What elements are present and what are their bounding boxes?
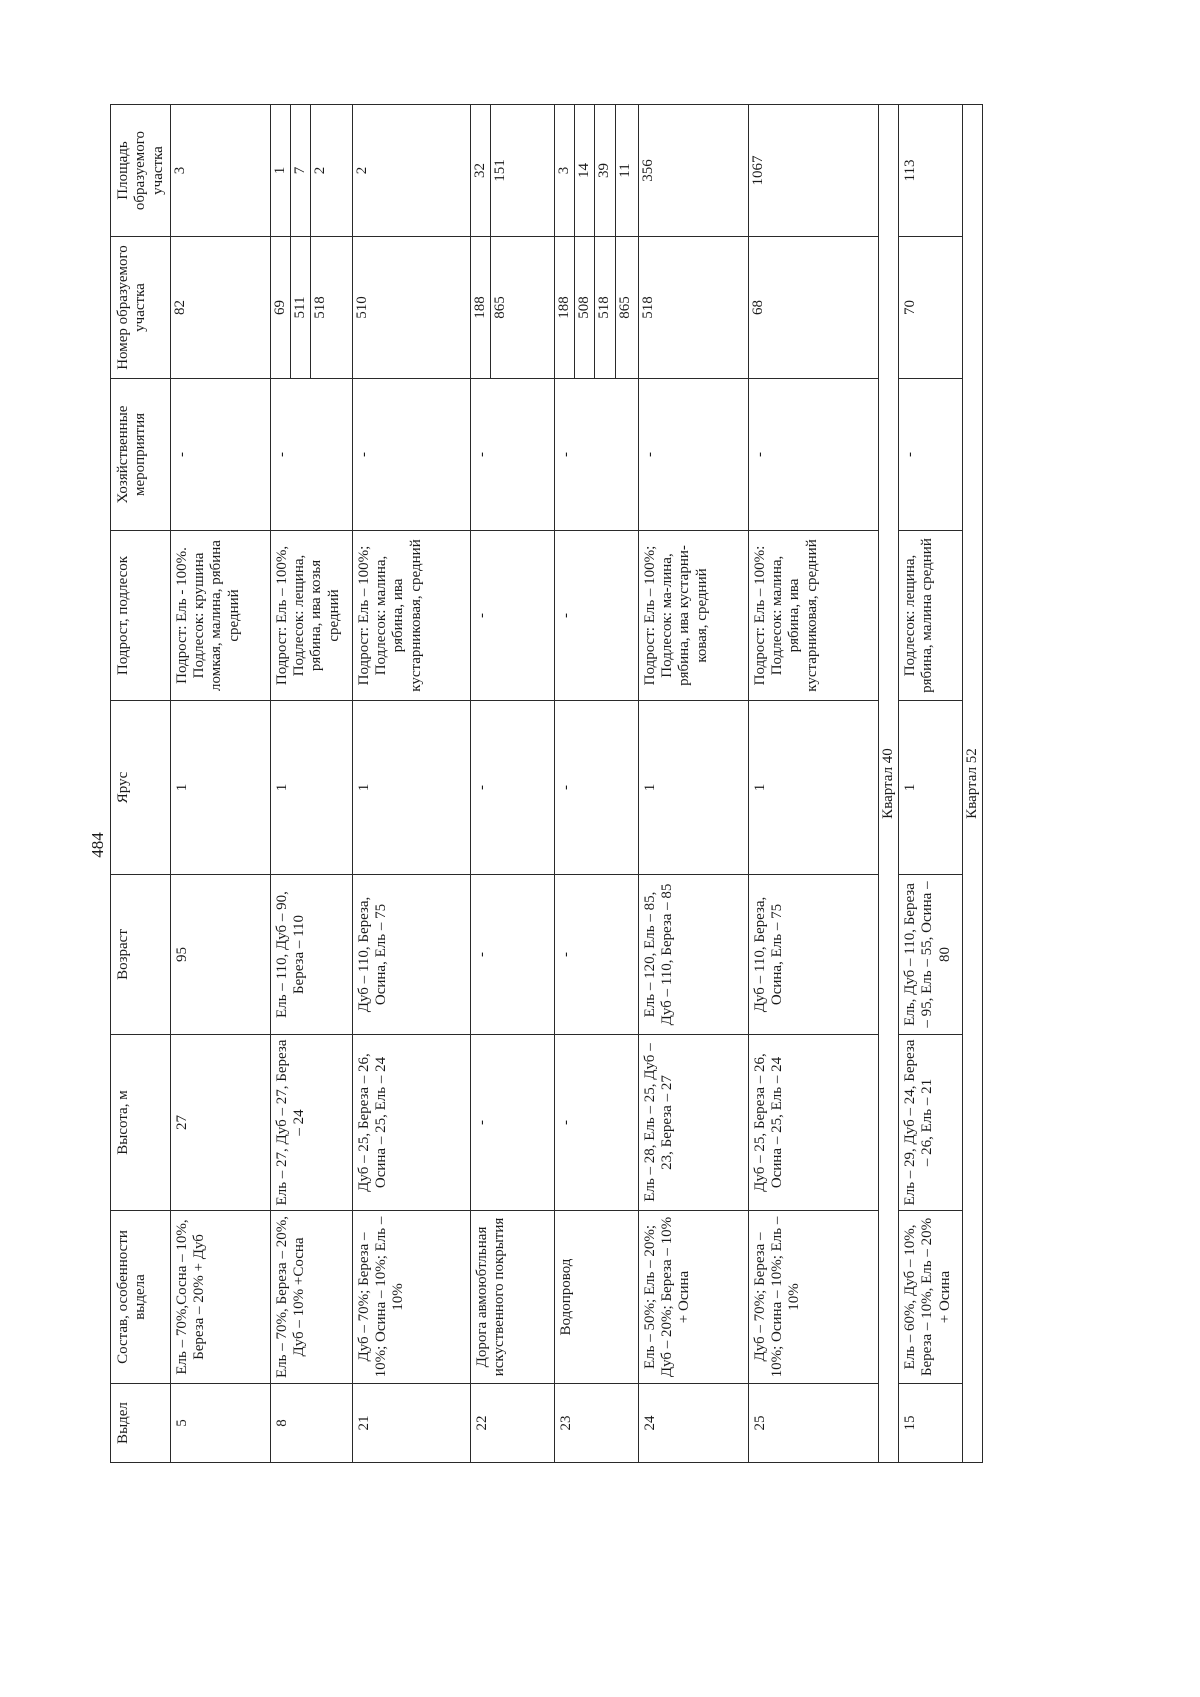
- cell-yarus: -: [470, 701, 554, 875]
- cell-vozrast: Ель, Дуб – 110, Береза – 95, Ель – 55, Осина – 80: [899, 875, 963, 1035]
- cell-nomer: [554, 237, 638, 379]
- cell-nomer-value: 188: [471, 237, 491, 378]
- cell-nomer: [748, 237, 878, 379]
- cell-vydel: 15: [899, 1384, 963, 1463]
- header-podrost: Подрост, подлесок: [111, 531, 171, 701]
- cell-ploshad-value: 356: [639, 159, 656, 182]
- cell-nomer-value: 510: [353, 296, 370, 319]
- table-body: [170, 105, 983, 1463]
- cell-yarus: 1: [899, 701, 963, 875]
- cell-meropr: -: [899, 379, 963, 531]
- cell-vysota: Ель – 28, Ель – 25, Дуб – 23, Береза – 27: [638, 1035, 748, 1211]
- cell-ploshad: [554, 105, 638, 237]
- forest-inventory-table: [110, 104, 983, 1463]
- cell-ploshad-value: 2: [353, 166, 370, 175]
- header-vozrast: Возраст: [111, 875, 171, 1035]
- cell-meropr: -: [470, 379, 554, 531]
- cell-vysota: Ель – 27, Дуб – 27, Береза – 24: [270, 1035, 352, 1211]
- section-row-kvartal-40: [878, 105, 898, 1463]
- cell-vydel: 8: [270, 1384, 352, 1463]
- cell-nomer-value: 518: [639, 296, 656, 319]
- cell-vysota: Дуб – 25, Береза – 26, Осина – 25, Ель – 24: [352, 1035, 470, 1211]
- header-yarus: Ярус: [111, 701, 171, 875]
- cell-vozrast: -: [554, 875, 638, 1035]
- cell-yarus: 1: [352, 701, 470, 875]
- cell-vysota: 27: [170, 1035, 270, 1211]
- cell-vysota: -: [554, 1035, 638, 1211]
- cell-nomer-value: 865: [492, 296, 508, 319]
- cell-vysota: Ель – 29, Дуб – 24, Береза – 26, Ель – 21: [899, 1035, 963, 1211]
- cell-ploshad-value: 32: [471, 105, 491, 236]
- cell-nomer-value: 518: [312, 296, 329, 319]
- header-meropriyatiya: Хозяйственные мероприятия: [111, 379, 171, 531]
- cell-nomer-value: 82: [171, 300, 188, 315]
- cell-yarus: 1: [170, 701, 270, 875]
- cell-vozrast: -: [470, 875, 554, 1035]
- table-row: [170, 105, 270, 1463]
- cell-sostav: Ель – 70%,Сосна – 10%, Береза – 20% + Дуб: [170, 1211, 270, 1384]
- cell-vozrast: Ель – 110, Дуб – 90, Береза – 110: [270, 875, 352, 1035]
- cell-sostav: Ель – 50%; Ель – 20%; Дуб – 20%; Береза – 10% + Осина: [638, 1211, 748, 1384]
- cell-ploshad: [270, 105, 352, 237]
- table-row: [638, 105, 748, 1463]
- cell-podrost: Подрост: Ель – 100%; Подлесок: ма-лина, рябина, ива кустарни-ковая, средний: [638, 531, 748, 701]
- cell-meropr: -: [554, 379, 638, 531]
- cell-ploshad: 113: [899, 105, 963, 237]
- cell-vydel: 21: [352, 1384, 470, 1463]
- header-vysota: Высота, м: [111, 1035, 171, 1211]
- cell-meropr: -: [352, 379, 470, 531]
- table-row: [352, 105, 470, 1463]
- cell-ploshad-value: 1067: [749, 155, 766, 186]
- cell-ploshad-value: 2: [312, 166, 329, 175]
- cell-ploshad-value: 151: [492, 159, 508, 182]
- cell-nomer-value: 69: [271, 237, 291, 378]
- cell-podrost: -: [554, 531, 638, 701]
- cell-nomer-value: 865: [616, 296, 633, 319]
- cell-ploshad-value: 7: [291, 105, 311, 236]
- cell-podrost: Подрост: Ель – 100%; Подлесок: малина, рябина, ива кустарниковая, средний: [352, 531, 470, 701]
- cell-nomer-value: 188: [555, 237, 575, 378]
- cell-vydel: 24: [638, 1384, 748, 1463]
- cell-vydel: 25: [748, 1384, 878, 1463]
- cell-ploshad-value: 14: [575, 105, 595, 236]
- cell-vozrast: Дуб – 110, Береза, Осина, Ель – 75: [748, 875, 878, 1035]
- cell-vozrast: Ель – 120, Ель – 85, Дуб – 110, Береза – 85: [638, 875, 748, 1035]
- cell-podrost: Подрост: Ель - 100%. Подлесок: крушина ломкая, малина, рябина средний: [170, 531, 270, 701]
- cell-nomer: 70: [899, 237, 963, 379]
- cell-ploshad-value: 11: [616, 163, 633, 178]
- cell-nomer: [270, 237, 352, 379]
- cell-yarus: 1: [270, 701, 352, 875]
- cell-podrost: -: [470, 531, 554, 701]
- cell-meropr: -: [270, 379, 352, 531]
- header-sostav: Состав, особенности выдела: [111, 1211, 171, 1384]
- section-row-kvartal-52: [963, 105, 983, 1463]
- cell-ploshad: [748, 105, 878, 237]
- cell-podrost: Подрост: Ель – 100%: Подлесок: малина, рябина, ива кустарниковая, средний: [748, 531, 878, 701]
- cell-meropr: -: [638, 379, 748, 531]
- cell-vozrast: 95: [170, 875, 270, 1035]
- cell-meropr: -: [748, 379, 878, 531]
- cell-yarus: -: [554, 701, 638, 875]
- page-number: 484: [88, 832, 107, 858]
- cell-ploshad-value: 3: [555, 105, 575, 236]
- cell-ploshad: [638, 105, 748, 237]
- cell-sostav: Дуб – 70%; Береза – 10%; Осина – 10%; Ель – 10%: [352, 1211, 470, 1384]
- table-row: [270, 105, 352, 1463]
- cell-nomer: [352, 237, 470, 379]
- cell-sostav: Дорога авмоюбтльная искуственного покрытия: [470, 1211, 554, 1384]
- cell-ploshad-value: 3: [171, 166, 188, 175]
- cell-yarus: 1: [638, 701, 748, 875]
- cell-nomer: [470, 237, 554, 379]
- section-label: Квартал 52: [963, 105, 983, 1463]
- cell-ploshad-value: 1: [271, 105, 291, 236]
- cell-nomer: [638, 237, 748, 379]
- cell-vysota: Дуб – 25, Береза – 26, Осина – 25, Ель – 24: [748, 1035, 878, 1211]
- cell-vozrast: Дуб – 110, Береза, Осина, Ель – 75: [352, 875, 470, 1035]
- cell-nomer-value: 511: [291, 237, 311, 378]
- table-row: [470, 105, 554, 1463]
- cell-ploshad: [170, 105, 270, 237]
- table-row: [899, 105, 963, 1463]
- cell-meropr: -: [170, 379, 270, 531]
- cell-nomer: [170, 237, 270, 379]
- cell-vydel: 23: [554, 1384, 638, 1463]
- header-row: [111, 105, 171, 1463]
- cell-sostav: Ель – 70%, Береза – 20%, Дуб – 10% +Сосна: [270, 1211, 352, 1384]
- section-label: Квартал 40: [878, 105, 898, 1463]
- cell-yarus: 1: [748, 701, 878, 875]
- cell-vysota: -: [470, 1035, 554, 1211]
- cell-podrost: Подлесок: лещина, рябина, малина средний: [899, 531, 963, 701]
- cell-nomer-value: 68: [749, 300, 766, 315]
- cell-vydel: 22: [470, 1384, 554, 1463]
- header-vydel: Выдел: [111, 1384, 171, 1463]
- cell-ploshad: [352, 105, 470, 237]
- cell-nomer-value: 518: [595, 237, 615, 378]
- table-row: [748, 105, 878, 1463]
- cell-ploshad-value: 39: [595, 105, 615, 236]
- header-nomer: Номер образуемого участка: [111, 237, 171, 379]
- cell-podrost: Подрост: Ель – 100%, Подлесок: лещина, рябина, ива козья средний: [270, 531, 352, 701]
- table-row: [554, 105, 638, 1463]
- cell-sostav: Дуб – 70%; Береза – 10%; Осина – 10%; Ель – 10%: [748, 1211, 878, 1384]
- cell-sostav: Водопровод: [554, 1211, 638, 1384]
- cell-sostav: Ель – 60%, Дуб – 10%, Береза – 10%, Ель – 20% + Осина: [899, 1211, 963, 1384]
- cell-nomer-value: 508: [575, 237, 595, 378]
- cell-vydel: 5: [170, 1384, 270, 1463]
- cell-ploshad: [470, 105, 554, 237]
- header-ploshad: Площадь образуемого участка: [111, 105, 171, 237]
